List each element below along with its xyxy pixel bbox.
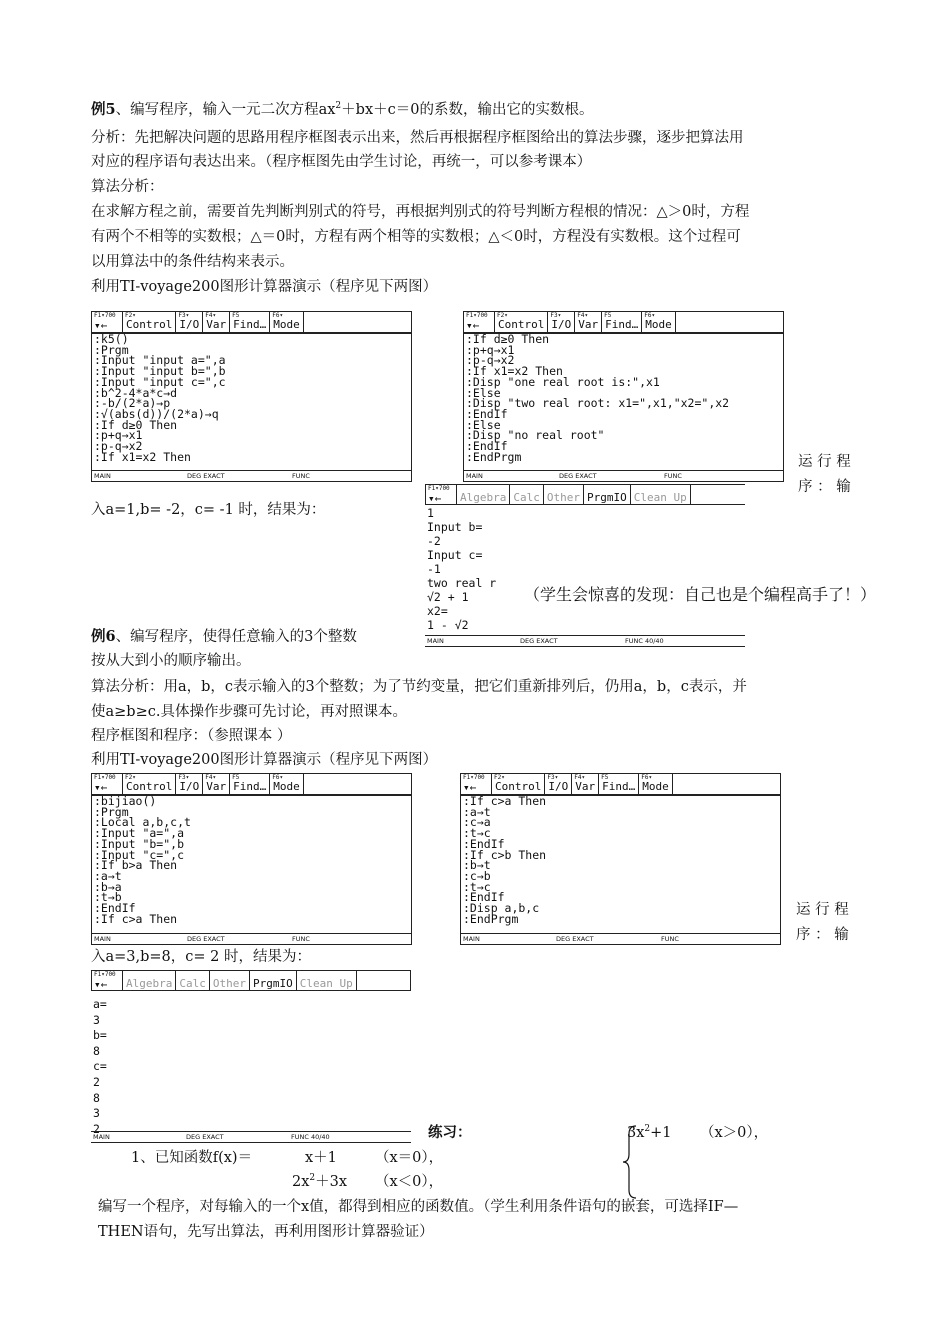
practice-desc-line1: 编写一个程序，对每输入的一个x值，都得到相应的函数值。（学生利用条件语句的嵌套，可选择IF—: [98, 1199, 739, 1215]
toolbar-tab-other: Other: [544, 485, 584, 504]
toolbar-tab-f1: F1▾700 ▾←: [92, 774, 123, 794]
calc-screen-program-3: [91, 773, 412, 945]
toolbar-tab-find: F5 Find…: [230, 312, 270, 332]
ex5-algo-line3: 以用算法中的条件结构来表示。: [91, 254, 294, 270]
practice-case1: $3x^2+1$: [627, 1124, 672, 1141]
status-bar: MAIN DEG EXACT FUNC 40/40: [425, 635, 745, 646]
toolbar-tab-var: F4▾ Var: [572, 774, 599, 794]
toolbar-tab-prgmio: PrgmIO: [584, 485, 631, 504]
practice-heading: 练习：: [428, 1124, 472, 1141]
toolbar-tab-find: F5 Find…: [599, 774, 639, 794]
program-code: :If d≥0 Then :p+q→x1 :p-q→x2 :If x1=x2 Then :Disp "one real root is:",x1 :Else :Disp "two real root: x1=",x1,"x2=",x2 :EndIf :Else :Disp "no real root" :EndIf :EndPrgm: [466, 332, 730, 464]
ex6-input-line: 入a=3,b=8，c= 2 时，结果为：: [91, 949, 311, 965]
ex6-run-label-1: 运 行 程: [796, 902, 849, 918]
ex5-algo-head: 算法分析：: [91, 179, 164, 195]
toolbar-tab-other: Other: [210, 971, 250, 990]
ex5-demo: 利用TI-voyage200图形计算器演示（程序见下两图）: [91, 279, 438, 295]
toolbar-tab-find: F5 Find…: [602, 312, 642, 332]
toolbar-tab-var: F4▾ Var: [575, 312, 602, 332]
calc-screen-program-2: [463, 311, 784, 482]
practice-q1: 1、已知函数f(x)＝: [131, 1150, 253, 1166]
ex6-flow: 程序框图和程序：（参照课本 ）: [91, 728, 292, 744]
ex5-analysis-line1: 分析：先把解决问题的思路用程序框图表示出来，然后再根据程序框图给出的算法步骤，逐步把算法用: [91, 130, 744, 146]
calc-screen-home-2: [91, 970, 411, 1143]
status-bar: MAIN DEG EXACT FUNC: [92, 470, 411, 481]
toolbar-tab-io: F3▾ I/O: [548, 312, 575, 332]
toolbar-tab-io: F3▾ I/O: [176, 774, 203, 794]
toolbar-tab-cleanup: Clean Up: [297, 971, 357, 990]
calc-screen-program-4: [460, 773, 781, 945]
ex6-title: 例6、编写程序，使得任意输入的3个整数: [91, 628, 357, 645]
practice-case3: $2x^2+3x$: [292, 1173, 348, 1190]
ex6-title-line2: 按从大到小的顺序输出。: [91, 653, 251, 669]
toolbar-tab-io: F3▾ I/O: [176, 312, 203, 332]
toolbar-tab-mode: F6▾ Mode: [642, 312, 676, 332]
program-code: :bijiao() :Prgm :Local a,b,c,t :Input "a=",a :Input "b=",b :Input "c=",c :If b>a Then :a→t :b→a :t→b :EndIf :If c>a Then: [94, 794, 191, 926]
program-code: :If c>a Then :a→t :c→a :t→c :EndIf :If c>b Then :b→t :c→b :t→c :EndIf :Disp a,b,c :EndPrgm: [463, 794, 547, 926]
status-bar: MAIN DEG EXACT FUNC: [461, 933, 780, 944]
practice-case2: x＋1: [305, 1150, 337, 1166]
toolbar-tab-f1: F1▾700 ▾←: [92, 971, 123, 990]
toolbar-tab-algebra: Algebra: [457, 485, 510, 504]
ex5-run-label-2: 序 ： 输: [798, 479, 851, 495]
toolbar-tab-mode: F6▾ Mode: [270, 312, 304, 332]
practice-cond1: （x＞0），: [700, 1125, 769, 1141]
brace-icon: [620, 1124, 640, 1200]
calc-toolbar: [461, 774, 780, 796]
ex5-surprise-note: （学生会惊喜的发现：自己也是个编程高手了！）: [524, 585, 877, 604]
ex5-algo-line2: 有两个不相等的实数根；△＝0时，方程有两个相等的实数根；△＜0时，方程没有实数根。这个过程可: [91, 229, 741, 245]
toolbar-tab-control: F2▾ Control: [123, 774, 176, 794]
ex5-input-line: 入a=1,b= -2，c= -1 时，结果为：: [91, 502, 326, 518]
toolbar-tab-control: F2▾ Control: [495, 312, 548, 332]
toolbar-tab-cleanup: Clean Up: [631, 485, 691, 504]
toolbar-tab-prgmio: PrgmIO: [250, 971, 297, 990]
calc-toolbar: [92, 312, 411, 334]
toolbar-tab-control: F2▾ Control: [492, 774, 545, 794]
ex6-run-label-2: 序 ： 输: [796, 927, 849, 943]
ex6-algo-line1: 算法分析：用a，b，c表示输入的3个整数；为了节约变量，把它们重新排列后，仍用a，b，c表示，并: [91, 679, 747, 695]
ex5-algo-line1: 在求解方程之前，需要首先判断判别式的符号，再根据判别式的符号判断方程根的情况：△＞0时，方程: [91, 204, 750, 220]
toolbar-tab-calc: Calc: [176, 971, 210, 990]
status-bar: MAIN DEG EXACT FUNC 40/40: [91, 1131, 411, 1142]
ex6-demo: 利用TI-voyage200图形计算器演示（程序见下两图）: [91, 752, 438, 768]
program-code: :k5() :Prgm :Input "input a=",a :Input "input b=",b :Input "input c=",c :b^2-4*a*c→d :-b/(2*a)→p :√(abs(d))/(2*a)→q :If d≥0 Then :p+q→x1 :p-q→x2 :If x1=x2 Then: [94, 332, 226, 464]
home-output: a= 3 b= 8 c= 2 8 3 2: [93, 997, 107, 1136]
toolbar-tab-mode: F6▾ Mode: [270, 774, 304, 794]
toolbar-tab-f1: F1▾700 ▾←: [426, 485, 457, 504]
toolbar-tab-io: F3▾ I/O: [545, 774, 572, 794]
home-toolbar: [91, 970, 411, 991]
practice-desc-line2: THEN语句，先写出算法，再利用图形计算器验证）: [98, 1224, 434, 1240]
toolbar-tab-algebra: Algebra: [123, 971, 176, 990]
home-output: 1 Input b= -2 Input c= -1 two real r √2 + 1 x2= 1 - √2: [427, 506, 497, 632]
practice-cond3: （x＜0），: [375, 1174, 444, 1190]
ex5-analysis-line2: 对应的程序语句表达出来。（程序框图先由学生讨论，再统一，可以参考课本）: [91, 154, 592, 170]
status-bar: MAIN DEG EXACT FUNC: [464, 470, 783, 481]
ex5-title: 例5、编写程序，输入一元二次方程$ax^2+bx+c=0$的系数，输出它的实数根。: [91, 101, 594, 118]
home-toolbar: [425, 484, 745, 505]
toolbar-tab-var: F4▾ Var: [203, 312, 230, 332]
practice-cond2: （x＝0），: [375, 1150, 444, 1166]
status-bar: MAIN DEG EXACT FUNC: [92, 933, 411, 944]
toolbar-tab-var: F4▾ Var: [203, 774, 230, 794]
ex6-algo-line2: 使a≥b≥c.具体操作步骤可先讨论，再对照课本。: [91, 704, 407, 720]
ex5-run-label-1: 运 行 程: [798, 454, 851, 470]
toolbar-tab-mode: F6▾ Mode: [639, 774, 673, 794]
toolbar-tab-f1: F1▾700 ▾←: [461, 774, 492, 794]
toolbar-tab-calc: Calc: [510, 485, 544, 504]
toolbar-tab-f1: F1▾700 ▾←: [464, 312, 495, 332]
calc-toolbar: [464, 312, 783, 334]
toolbar-tab-f1: F1▾700 ▾←: [92, 312, 123, 332]
calc-screen-program-1: [91, 311, 412, 482]
toolbar-tab-find: F5 Find…: [230, 774, 270, 794]
calc-toolbar: [92, 774, 411, 796]
toolbar-tab-control: F2▾ Control: [123, 312, 176, 332]
calc-screen-home-1: [425, 484, 745, 647]
